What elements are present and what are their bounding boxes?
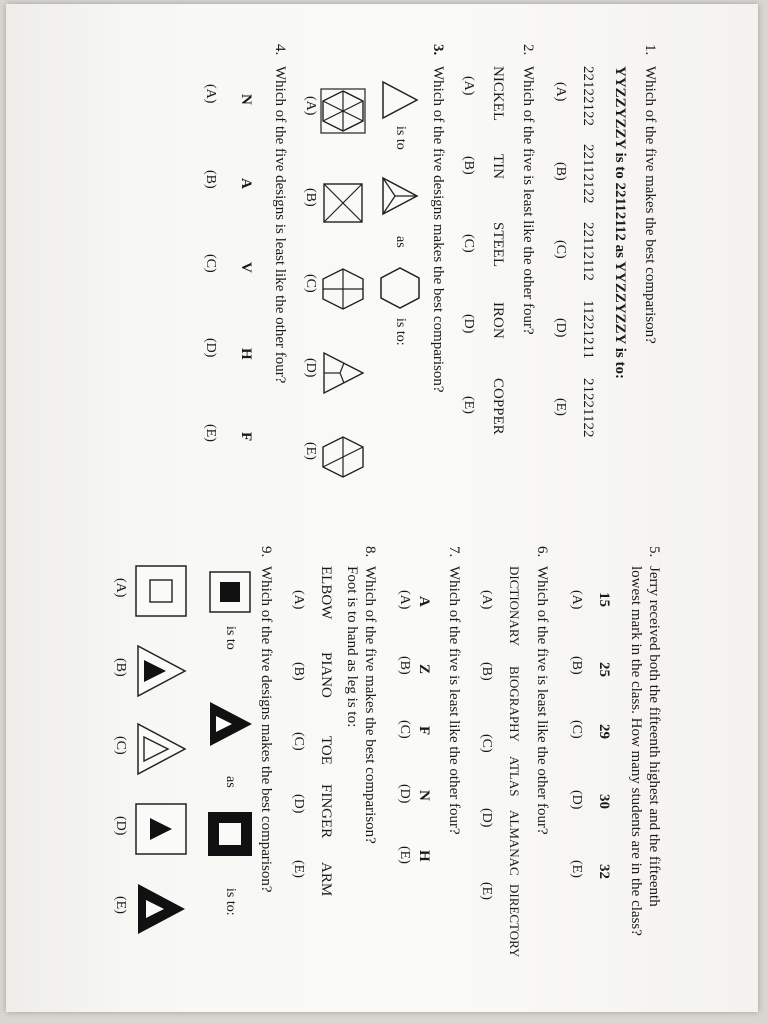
q2-word-d: IRON (490, 302, 506, 339)
q1-letter-b: (B) (553, 162, 568, 181)
q3-triangle-figure (380, 80, 420, 120)
q9-letter-e: (E) (113, 896, 128, 914)
q6-word-b: BIOGRAPHY (507, 666, 522, 742)
q2-letter-a: (A) (461, 76, 476, 96)
q2-text: Which of the five is least like the other four? (520, 66, 536, 335)
q6-number: 6. (534, 546, 550, 558)
q3-number: 3. (430, 44, 446, 56)
q5-number-a: 15 (596, 592, 612, 607)
q9-is-to: is to (223, 626, 238, 650)
q5-text-line1: Jerry received both the fifteenth highest and the fifteenth (646, 566, 662, 907)
q7-letter-c: (C) (397, 720, 412, 739)
q4-item-d: H (238, 348, 254, 360)
q6-letter-d: (D) (479, 808, 494, 828)
q3-letter-a: (A) (303, 96, 318, 116)
q2-word-e: COPPER (490, 378, 506, 435)
q6-word-d: ALMANAC (507, 810, 522, 876)
q7-letter-d: (D) (397, 784, 412, 804)
q9-number: 9. (258, 546, 274, 558)
q4-item-a: N (238, 94, 254, 105)
q2-number: 2. (520, 44, 536, 56)
q2-letter-e: (E) (461, 396, 476, 414)
q2-word-c: STEEL (490, 222, 506, 267)
q1-answer-d: 11221211 (580, 300, 596, 359)
q4-letter-a: (A) (203, 84, 218, 104)
rotated-worksheet (6, 4, 758, 1012)
q1-answer-e: 21221122 (580, 378, 596, 438)
q1-letter-a: (A) (553, 82, 568, 102)
q8-letter-c: (C) (291, 732, 306, 751)
q4-letter-c: (C) (203, 254, 218, 273)
q7-item-d: N (416, 790, 432, 801)
q1-number: 1. (642, 44, 658, 56)
q9-as: as (223, 776, 238, 788)
q3-letter-b: (B) (303, 188, 318, 207)
q3-is-to: is to (393, 126, 408, 150)
q9-option-e-figure (134, 882, 188, 936)
q3-option-e-figure (320, 434, 366, 480)
q5-number-b: 25 (596, 662, 612, 677)
q4-letter-d: (D) (203, 338, 218, 358)
q6-letter-c: (C) (479, 734, 494, 753)
q3-letter-c: (C) (303, 274, 318, 293)
q8-letter-e: (E) (291, 860, 306, 878)
q4-letter-b: (B) (203, 170, 218, 189)
q5-letter-b: (B) (569, 656, 584, 675)
q3-hexagon-figure (378, 266, 422, 310)
q5-letter-c: (C) (569, 720, 584, 739)
q8-prompt: Foot is to hand as leg is to: (344, 566, 360, 728)
q1-answer-a: 22122122 (580, 66, 596, 126)
q3-option-b-figure (320, 180, 366, 226)
q1-text: Which of the five makes the best comparison? (642, 66, 658, 344)
q5-letter-d: (D) (569, 790, 584, 810)
q9-is-to-2: is to: (223, 888, 238, 916)
q9-square-with-black-square-figure (208, 570, 252, 614)
q1-letter-e: (E) (553, 398, 568, 416)
q1-prompt: YYZZYZZY is to 22112112 as YYZZYZZY is to: (612, 66, 628, 379)
q6-letter-e: (E) (479, 882, 494, 900)
q5-number-d: 30 (596, 794, 612, 809)
q8-letter-a: (A) (291, 590, 306, 610)
q8-word-b: PIANO (318, 652, 334, 698)
paper-sheet (6, 4, 758, 1012)
q2-word-a: NICKEL (490, 66, 506, 121)
q2-word-b: TIN (490, 154, 506, 179)
q9-option-d-figure (134, 802, 188, 856)
q3-option-d-figure (320, 350, 366, 396)
q3-text: Which of the five designs makes the best comparison? (430, 66, 446, 393)
q6-word-a: DICTIONARY (507, 566, 522, 647)
q9-option-c-figure (134, 722, 188, 776)
q4-number: 4. (272, 44, 288, 56)
q6-word-e: DIRECTORY (507, 884, 522, 958)
q7-number: 7. (446, 546, 462, 558)
q7-letter-e: (E) (397, 846, 412, 864)
q4-item-b: A (238, 178, 254, 189)
q8-letter-b: (B) (291, 662, 306, 681)
q9-option-a-figure (134, 564, 188, 618)
q3-letter-d: (D) (303, 358, 318, 378)
q3-letter-e: (E) (303, 442, 318, 460)
q9-option-b-figure (134, 644, 188, 698)
q1-letter-c: (C) (553, 240, 568, 259)
q5-letter-e: (E) (569, 860, 584, 878)
q1-letter-d: (D) (553, 318, 568, 338)
q8-word-c: TOE (318, 736, 334, 765)
q8-number: 8. (362, 546, 378, 558)
q9-letter-d: (D) (113, 816, 128, 836)
q1-answer-b: 22112122 (580, 144, 596, 204)
q4-item-c: V (238, 262, 254, 273)
q3-triangle-center-lines-figure (380, 176, 420, 216)
q9-black-square-with-white-square-figure (206, 810, 254, 858)
q9-text: Which of the five designs makes the best comparison? (258, 566, 274, 893)
q8-word-a: ELBOW (318, 566, 334, 620)
q7-item-e: H (416, 850, 432, 862)
q6-word-c: ATLAS (507, 756, 522, 797)
q7-text: Which of the five is least like the other four? (446, 566, 462, 835)
q8-letter-d: (D) (291, 794, 306, 814)
q7-letter-a: (A) (397, 590, 412, 610)
q9-black-triangle-with-white-triangle-figure (206, 700, 254, 748)
q9-letter-c: (C) (113, 736, 128, 755)
q4-letter-e: (E) (203, 424, 218, 442)
q5-number: 5. (646, 546, 662, 558)
q1-answer-c: 22112112 (580, 222, 596, 281)
q6-letter-a: (A) (479, 590, 494, 610)
q6-text: Which of the five is least like the other four? (534, 566, 550, 835)
q8-word-e: ARM (318, 862, 334, 897)
q3-is-to-2: is to: (393, 318, 408, 346)
q2-letter-b: (B) (461, 156, 476, 175)
q9-letter-b: (B) (113, 658, 128, 677)
q7-letter-b: (B) (397, 656, 412, 675)
q5-number-c: 29 (596, 724, 612, 739)
q4-item-e: F (238, 432, 254, 442)
q5-text-line2: lowest mark in the class. How many students are in the class? (628, 566, 644, 936)
q5-letter-a: (A) (569, 590, 584, 610)
q2-letter-c: (C) (461, 234, 476, 253)
q8-text: Which of the five makes the best comparison? (362, 566, 378, 844)
q7-item-a: A (416, 596, 432, 607)
q3-as: as (393, 236, 408, 248)
q4-text: Which of the five designs is least like the other four? (272, 66, 288, 384)
q6-letter-b: (B) (479, 662, 494, 681)
q7-item-b: Z (416, 664, 432, 675)
q8-word-d: FINGER (318, 784, 334, 839)
q3-option-c-figure (320, 266, 366, 312)
q7-item-c: F (416, 726, 432, 736)
q3-option-a-figure (320, 88, 366, 134)
q5-number-e: 32 (596, 864, 612, 879)
q2-letter-d: (D) (461, 314, 476, 334)
q9-letter-a: (A) (113, 578, 128, 598)
